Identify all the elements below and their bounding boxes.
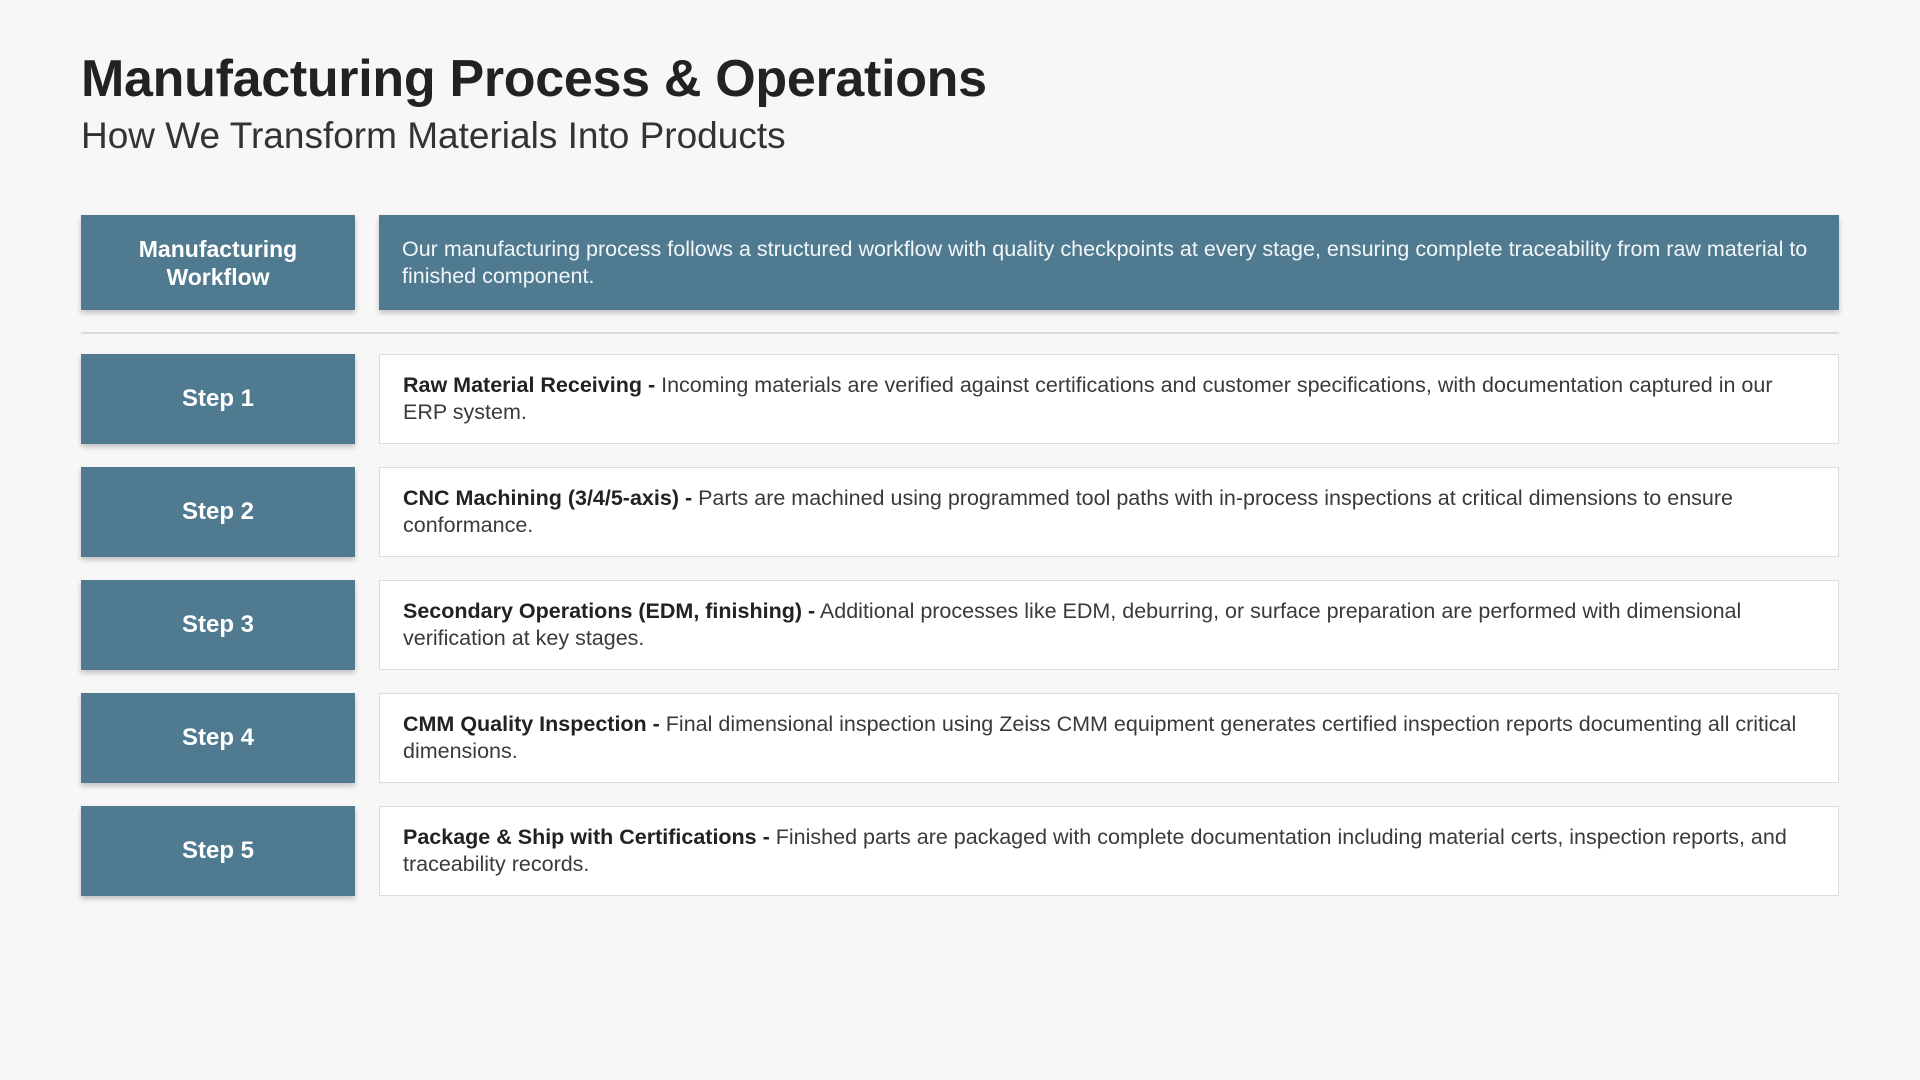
step-label: Step 5: [81, 806, 355, 896]
step-label: Step 1: [81, 354, 355, 444]
step-label: Step 3: [81, 580, 355, 670]
step-label: Step 2: [81, 467, 355, 557]
step-text: Incoming materials are verified against certifications and customer specifications, with documentation captured in our ERP system.: [403, 373, 1773, 424]
step-description: [379, 693, 1839, 783]
step-description: [379, 580, 1839, 670]
step-text: Final dimensional inspection using Zeiss CMM equipment generates certified inspection reports documenting all critical dimensions.: [403, 712, 1797, 763]
step-description: [379, 354, 1839, 444]
step-text: Finished parts are packaged with complete documentation including material certs, inspection reports, and traceability records.: [403, 825, 1787, 876]
step-text: Additional processes like EDM, deburring, or surface preparation are performed with dimensional verification at key stages.: [403, 599, 1742, 650]
step-title: Secondary Operations (EDM, finishing) -: [403, 599, 816, 623]
step-description: [379, 467, 1839, 557]
page-subtitle: How We Transform Materials Into Products: [81, 115, 786, 156]
workflow-description-text: Our manufacturing process follows a structured workflow with quality checkpoints at every stage, ensuring complete traceability from raw material to finished component.: [402, 236, 1808, 288]
step-row: [81, 693, 1839, 783]
step-row: [81, 580, 1839, 670]
section-divider: [81, 332, 1839, 334]
step-title: CMM Quality Inspection -: [403, 712, 660, 736]
workflow-description: [379, 215, 1839, 310]
step-title: Package & Ship with Certifications -: [403, 825, 770, 849]
workflow-label: Manufacturing Workflow: [81, 215, 355, 310]
step-label: Step 4: [81, 693, 355, 783]
page-title: Manufacturing Process & Operations: [81, 50, 987, 108]
step-title: Raw Material Receiving -: [403, 373, 656, 397]
step-title: CNC Machining (3/4/5-axis) -: [403, 486, 693, 510]
step-description: [379, 806, 1839, 896]
step-text: Parts are machined using programmed tool paths with in-process inspections at critical dimensions to ensure conformance.: [403, 486, 1733, 537]
workflow-intro-row: [81, 215, 1839, 310]
step-row: [81, 467, 1839, 557]
step-row: [81, 806, 1839, 896]
step-row: [81, 354, 1839, 444]
